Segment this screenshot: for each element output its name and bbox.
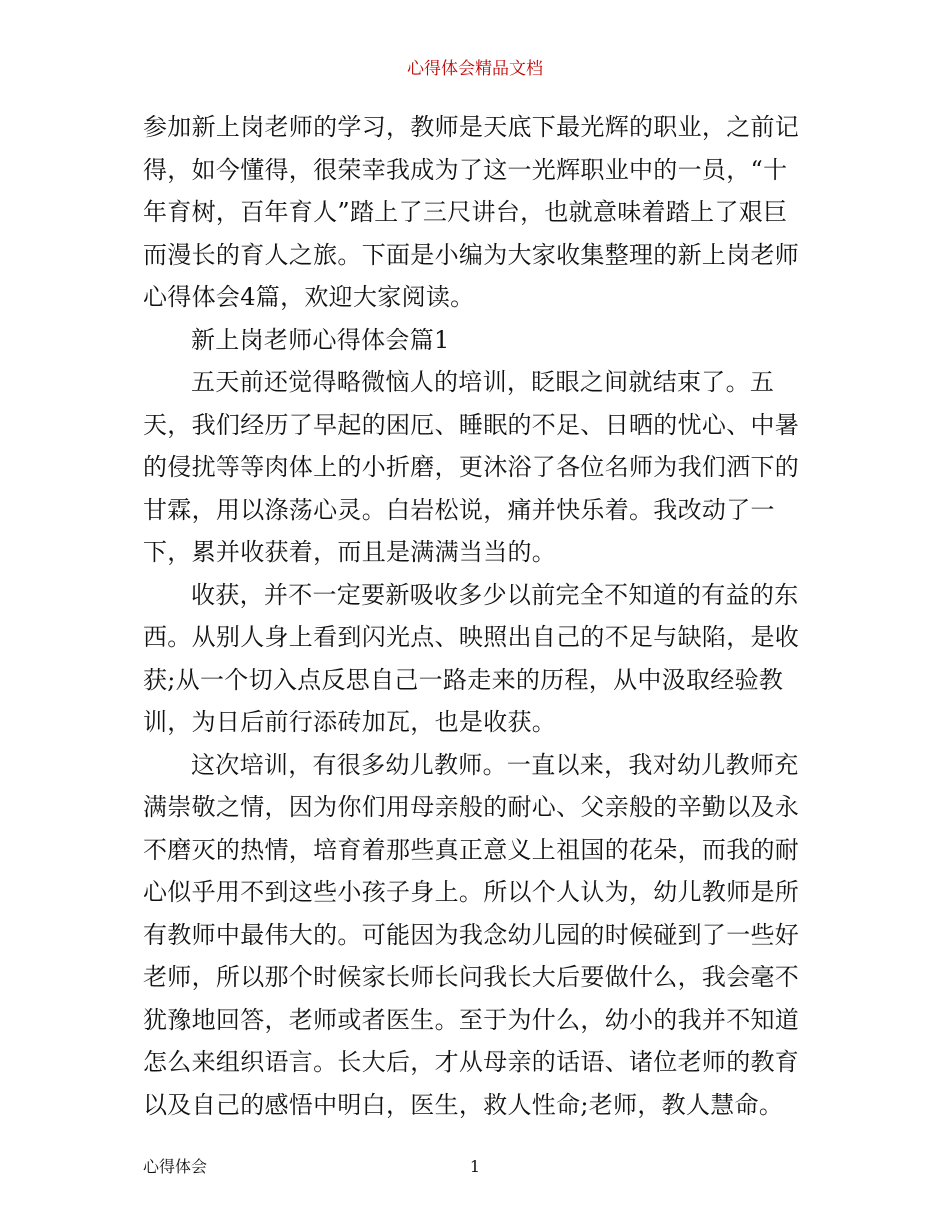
page-header-title: 心得体会精品文档	[407, 59, 543, 79]
footer-label: 心得体会	[143, 1157, 208, 1176]
body-line: 心似乎用不到这些小孩子身上。所以个人认为，幼儿教师是所	[143, 878, 800, 906]
body-line: 训，为日后前行添砖加瓦，也是收获。	[143, 708, 557, 736]
section-heading: 新上岗老师心得体会篇1	[191, 325, 450, 354]
body-line: 而漫长的育人之旅。下面是小编为大家收集整理的新上岗老师	[143, 240, 800, 269]
body-line: 有教师中最伟大的。可能因为我念幼儿园的时候碰到了一些好	[143, 920, 800, 949]
body-line: 获;从一个切入点反思自己一路走来的历程，从中汲取经验教	[143, 665, 784, 694]
body-line: 年育树，百年育人”踏上了三尺讲台，也就意味着踏上了艰巨	[143, 198, 788, 226]
body-line: 收获，并不一定要新吸收多少以前完全不知道的有益的东	[191, 580, 799, 609]
body-line: 的侵扰等等肉体上的小折磨，更沐浴了各位名师为我们洒下的	[143, 453, 800, 481]
body-line: 得，如今懂得，很荣幸我成为了这一光辉职业中的一员，“十	[143, 155, 788, 184]
body-line: 下，累并收获着，而且是满满当当的。	[143, 538, 557, 566]
body-line: 天，我们经历了早起的困厄、睡眠的不足、日晒的忧心、中暑	[143, 410, 800, 439]
body-line: 满崇敬之情，因为你们用母亲般的耐心、父亲般的辛勤以及永	[143, 793, 800, 821]
body-line: 犹豫地回答，老师或者医生。至于为什么，幼小的我并不知道	[143, 1005, 800, 1034]
body-line: 老师，所以那个时候家长师长问我长大后要做什么，我会毫不	[143, 963, 800, 991]
body-line: 这次培训，有很多幼儿教师。一直以来，我对幼儿教师充	[191, 750, 799, 779]
body-line: 参加新上岗老师的学习，教师是天底下最光辉的职业，之前记	[143, 113, 800, 141]
body-line: 不磨灭的热情，培育着那些真正意义上祖国的花朵，而我的耐	[143, 835, 800, 864]
document-body	[143, 106, 811, 1126]
body-line: 西。从别人身上看到闪光点、映照出自己的不足与缺陷，是收	[143, 623, 800, 651]
body-line: 五天前还觉得略微恼人的培训，眨眼之间就结束了。五	[191, 368, 775, 396]
body-line: 怎么来组织语言。长大后，才从母亲的话语、诸位老师的教育	[143, 1048, 800, 1076]
page-number: 1	[469, 1157, 481, 1176]
body-line: 甘霖，用以涤荡心灵。白岩松说，痛并快乐着。我改动了一	[143, 495, 775, 524]
body-line: 心得体会4篇，欢迎大家阅读。	[143, 283, 475, 311]
body-line: 以及自己的感悟中明白，医生，救人性命;老师，教人慧命。	[143, 1090, 784, 1119]
